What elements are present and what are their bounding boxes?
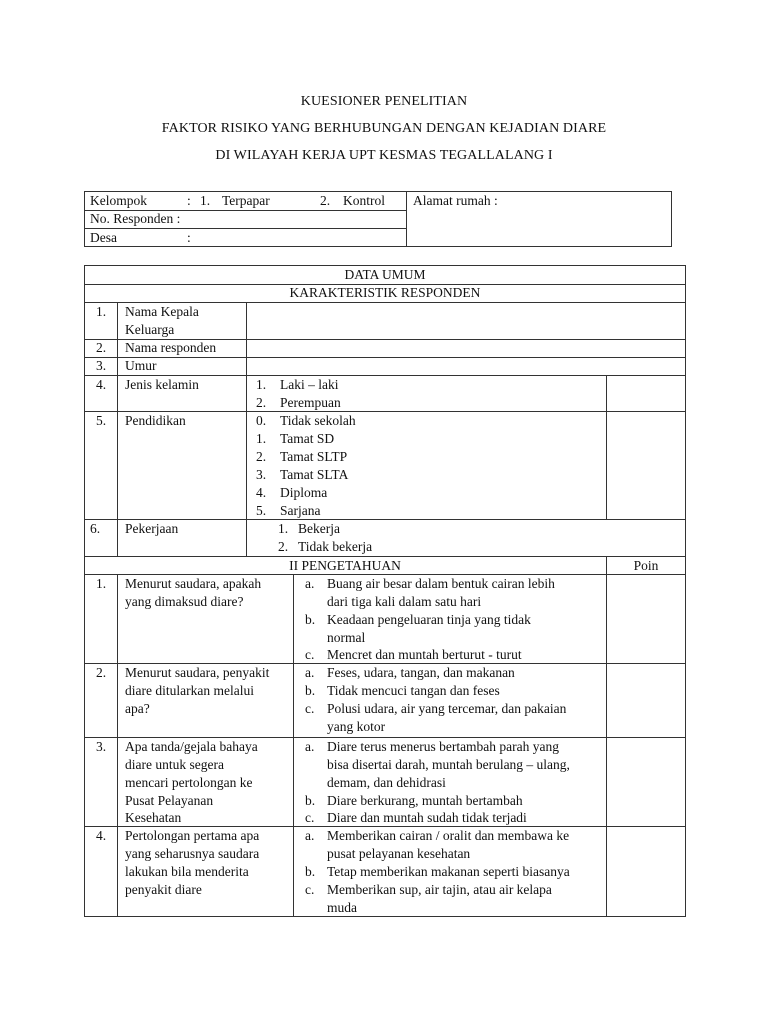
question-text: Pusat Pelayanan <box>125 793 214 808</box>
question-number: 2. <box>96 665 107 680</box>
form-subtitle: FAKTOR RISIKO YANG BERHUBUNGAN DENGAN KEJADIAN DIARE <box>161 121 607 136</box>
option-number: 2. <box>256 395 267 410</box>
col-line <box>117 574 118 917</box>
option-terpapar[interactable]: Terpapar <box>222 193 270 208</box>
answer-option[interactable]: Buang air besar dalam bentuk cairan lebih <box>327 576 555 591</box>
col-line <box>293 574 294 917</box>
answer-letter: a. <box>305 665 315 680</box>
answer-option[interactable]: Diare dan muntah sudah tidak terjadi <box>327 810 527 825</box>
question-text: Apa tanda/gejala bahaya <box>125 739 258 754</box>
pendidikan-label: Pendidikan <box>125 413 186 428</box>
answer-option[interactable]: dari tiga kali dalam satu hari <box>327 594 482 609</box>
question-text: yang dimaksud diare? <box>125 594 244 609</box>
option-bekerja[interactable]: Bekerja <box>298 521 340 536</box>
question-text: apa? <box>125 701 150 716</box>
option-laki-laki[interactable]: Laki – laki <box>280 377 339 392</box>
col-line <box>606 375 607 519</box>
answer-option[interactable]: Feses, udara, tangan, dan makanan <box>327 665 515 680</box>
desa-colon: : <box>187 230 191 245</box>
question-text: diare untuk segera <box>125 757 224 772</box>
option-number: 1. <box>256 431 267 446</box>
answer-option[interactable]: Diare berkurang, muntah bertambah <box>327 793 523 808</box>
form-location: DI WILAYAH KERJA UPT KESMAS TEGALLALANG I <box>215 148 553 163</box>
row-line <box>84 357 686 358</box>
row-number: 1. <box>96 304 107 319</box>
answer-option[interactable]: Memberikan cairan / oralit dan membawa ke <box>327 828 570 843</box>
option-number: 4. <box>256 485 267 500</box>
answer-option[interactable]: Diare terus menerus bertambah parah yang <box>327 739 560 754</box>
option-tamat-sltp[interactable]: Tamat SLTP <box>280 449 348 464</box>
option-tamat-slta[interactable]: Tamat SLTA <box>280 467 349 482</box>
question-text: Kesehatan <box>125 810 182 825</box>
row-number: 5. <box>96 413 107 428</box>
option-diploma[interactable]: Diploma <box>280 485 328 500</box>
option-number: 1. <box>256 377 267 392</box>
data-umum-header: DATA UMUM <box>344 267 426 282</box>
kelompok-label: Kelompok <box>90 193 147 208</box>
answer-option[interactable]: yang kotor <box>327 719 386 734</box>
answer-letter: b. <box>305 683 316 698</box>
question-text: Menurut saudara, apakah <box>125 576 262 591</box>
question-text: penyakit diare <box>125 882 202 897</box>
option-number: 2. <box>320 193 331 208</box>
col-line <box>246 302 247 556</box>
answer-option[interactable]: muda <box>327 900 357 915</box>
question-number: 3. <box>96 739 107 754</box>
answer-letter: b. <box>305 793 316 808</box>
option-number: 1. <box>278 521 289 536</box>
option-perempuan[interactable]: Perempuan <box>280 395 341 410</box>
option-number: 2. <box>256 449 267 464</box>
pengetahuan-header: II PENGETAHUAN <box>289 558 401 573</box>
kelompok-colon: : <box>187 193 191 208</box>
row-number: 3. <box>96 358 107 373</box>
option-tidak-bekerja[interactable]: Tidak bekerja <box>298 539 373 554</box>
question-text: Pertolongan pertama apa <box>125 828 260 843</box>
answer-option[interactable]: Polusi udara, air yang tercemar, dan pakaian <box>327 701 567 716</box>
desa-label: Desa <box>90 230 117 245</box>
answer-option[interactable]: Keadaan pengeluaran tinja yang tidak <box>327 612 531 627</box>
answer-letter: b. <box>305 612 316 627</box>
answer-letter: b. <box>305 864 316 879</box>
option-sarjana[interactable]: Sarjana <box>280 503 321 518</box>
nama-kepala-label: Keluarga <box>125 322 175 337</box>
question-number: 1. <box>96 576 107 591</box>
poin-header: Poin <box>633 558 659 573</box>
karakteristik-header: KARAKTERISTIK RESPONDEN <box>289 285 481 300</box>
jenis-kelamin-label: Jenis kelamin <box>125 377 199 392</box>
option-number: 5. <box>256 503 267 518</box>
answer-option[interactable]: Tetap memberikan makanan seperti biasanya <box>327 864 570 879</box>
row-number: 6. <box>90 521 101 536</box>
option-tamat-sd[interactable]: Tamat SD <box>280 431 335 446</box>
answer-letter: c. <box>305 701 315 716</box>
question-number: 4. <box>96 828 107 843</box>
answer-letter: c. <box>305 810 315 825</box>
umur-label: Umur <box>125 358 157 373</box>
nama-responden-label: Nama responden <box>125 340 217 355</box>
answer-letter: c. <box>305 882 315 897</box>
answer-option[interactable]: demam, dan dehidrasi <box>327 775 446 790</box>
question-text: lakukan bila menderita <box>125 864 249 879</box>
identity-line <box>84 228 406 229</box>
row-number: 4. <box>96 377 107 392</box>
option-number: 2. <box>278 539 289 554</box>
pekerjaan-label: Pekerjaan <box>125 521 179 536</box>
answer-option[interactable]: bisa disertai darah, muntah berulang – ulang, <box>327 757 570 772</box>
answer-option[interactable]: Memberikan sup, air tajin, atau air kelapa <box>327 882 552 897</box>
option-number: 0. <box>256 413 267 428</box>
form-title: KUESIONER PENELITIAN <box>300 94 468 109</box>
row-number: 2. <box>96 340 107 355</box>
col-line <box>117 302 118 556</box>
responden-label: No. Responden : <box>90 211 181 226</box>
question-text: Menurut saudara, penyakit <box>125 665 270 680</box>
option-tidak-sekolah[interactable]: Tidak sekolah <box>280 413 356 428</box>
nama-kepala-label: Nama Kepala <box>125 304 199 319</box>
question-text: diare ditularkan melalui <box>125 683 254 698</box>
answer-option[interactable]: pusat pelayanan kesehatan <box>327 846 471 861</box>
question-text: yang seharusnya saudara <box>125 846 260 861</box>
col-line <box>606 556 607 917</box>
answer-option[interactable]: normal <box>327 630 366 645</box>
answer-option[interactable]: Tidak mencuci tangan dan feses <box>327 683 500 698</box>
answer-letter: a. <box>305 576 315 591</box>
option-kontrol[interactable]: Kontrol <box>343 193 385 208</box>
answer-letter: a. <box>305 828 315 843</box>
answer-letter: a. <box>305 739 315 754</box>
identity-divider <box>406 191 407 247</box>
answer-letter: c. <box>305 647 315 662</box>
option-number: 3. <box>256 467 267 482</box>
answer-option[interactable]: Mencret dan muntah berturut - turut <box>327 647 522 662</box>
question-text: mencari pertolongan ke <box>125 775 253 790</box>
option-number: 1. <box>200 193 211 208</box>
alamat-label: Alamat rumah : <box>413 193 498 208</box>
